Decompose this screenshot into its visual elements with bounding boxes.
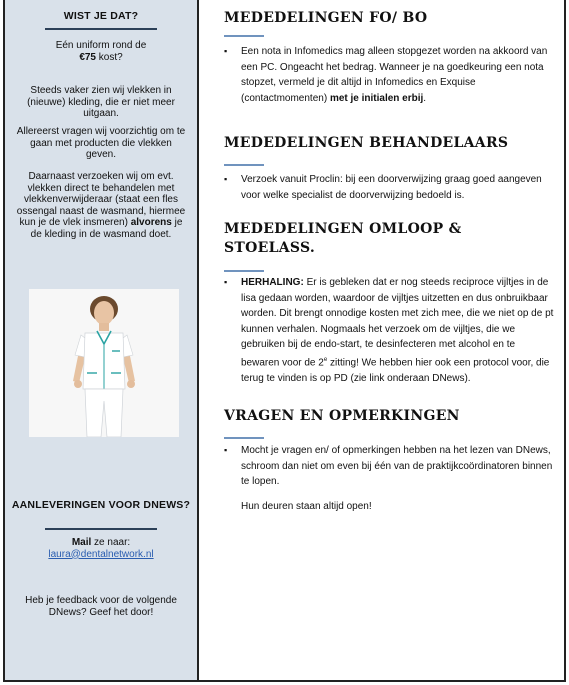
bullet-fo-bo — [224, 44, 556, 106]
bullet-icon: ▪ — [224, 277, 228, 287]
title-underline — [45, 28, 157, 30]
closing-text: Hun deuren staan altijd open! — [241, 501, 372, 512]
bullet-text: Een nota in Infomedics mag alleen stopgezet worden na akkoord van een PC. Ongeacht het bedrag. Wanneer je na goedkeuring een nota stopzet, vermeld je dit altijd in Infomedics en Exquise (contactmomenten) met je initialen erbij. — [241, 46, 548, 104]
first-text: Allereerst vragen wij voorzichtig om te gaan met producten die vlekken geven. — [16, 126, 186, 160]
request-pre: Daarnaast verzoeken wij om evt. vlekken direct te behandelen met vlekkenverwijderaar (staat een fles ossengal naast de wasmand, hiermee kun je de vlek insmeren) — [16, 171, 186, 228]
sidebar — [3, 0, 199, 682]
uniform-post: kost? — [98, 51, 123, 63]
heading-rule — [224, 437, 264, 439]
bullet-text: Verzoek vanuit Proclin: bij een doorverwijzing graag goed aangeven voor welke specialist de doorverwijzing bedoeld is. — [241, 174, 542, 201]
aanleveringen-underline — [45, 528, 157, 530]
heading-rule — [224, 35, 264, 37]
aanleveringen-title: AANLEVERINGEN VOOR DNEWS? — [11, 499, 191, 511]
request-bold: alvorens — [130, 217, 172, 228]
mail-post: ze naar: — [94, 537, 131, 548]
heading-vragen: VRAGEN EN OPMERKINGEN — [224, 408, 460, 424]
uniform-photo — [29, 289, 179, 437]
uniform-pre: Eén uniform rond de — [55, 40, 147, 51]
mail-text — [15, 537, 187, 560]
stains-text: Steeds vaker zien wij vlekken in (nieuwe) kleding, die er niet meer uitgaan. — [27, 85, 175, 119]
mail-label: Mail — [71, 537, 92, 548]
heading-fo-bo: MEDEDELINGEN FO/ BO — [224, 10, 428, 26]
heading-rule — [224, 270, 264, 272]
bullet-text: HERHALING: Er is gebleken dat er nog steeds reciproce vijltjes in de lisa gedaan worden, waardoor de vijltjes uitzetten en dus onbruikbaar worden. Dit brengt onnodige kosten met zich mee, die we niet op de pt kunnen verhalen. Nogmaals het verzoek om de vijltjes, die we gebruiken bij de endo-start, te desinfecteren met alcohol en te bewaren voor de 2e zitting! We hebben hier ook een protocol voor, die terug te vinden is op PD (zie link onderaan DNews). — [241, 277, 554, 384]
uniform-text — [15, 40, 187, 63]
request-text — [15, 171, 187, 240]
wist-je-dat-title: WIST JE DAT? — [63, 10, 139, 22]
bullet-icon: ▪ — [224, 174, 228, 184]
uniform-price: €75 — [79, 51, 96, 63]
request-post: je de kleding in de wasmand doet. — [30, 217, 183, 240]
bullet-omloop — [224, 275, 556, 386]
feedback-text: Heb je feedback voor de volgende DNews? Geef het door! — [25, 595, 177, 618]
bullet-icon: ▪ — [224, 445, 228, 455]
bullet-icon: ▪ — [224, 46, 228, 56]
nurse-uniform-image — [29, 289, 179, 437]
bullet-text: Mocht je vragen en/ of opmerkingen hebben na het lezen van DNews, schroom dan niet om even bij één van de praktijkcoördinatoren binnen te lopen. — [241, 445, 553, 488]
bullet-vragen — [224, 443, 556, 490]
heading-rule — [224, 164, 264, 166]
main-content — [199, 0, 566, 682]
mail-link[interactable]: laura@dentalnetwork.nl — [48, 548, 154, 560]
heading-behandelaars: MEDEDELINGEN BEHANDELAARS — [224, 135, 509, 151]
bullet-behandelaars — [224, 172, 556, 203]
heading-omloop: MEDEDELINGEN OMLOOP & STOELASS. — [224, 221, 462, 256]
